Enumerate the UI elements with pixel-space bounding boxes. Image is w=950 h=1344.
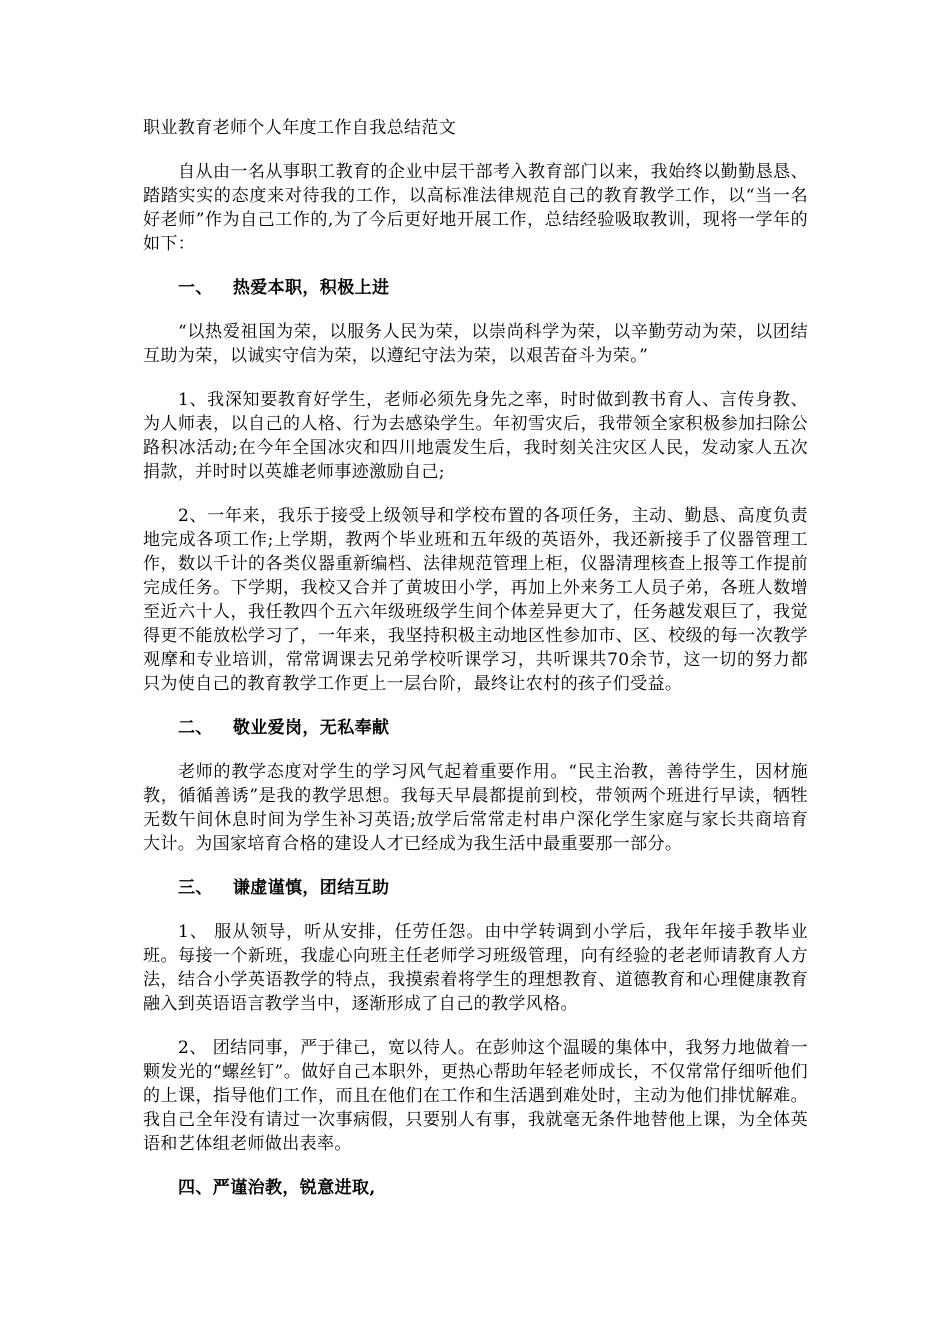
section-3-paragraph-2: 2、 团结同事，严于律己，宽以待人。在彭帅这个温暖的集体中，我努力地做着一颗发光的“螺丝钉”。做好自己本职外，更热心帮助年轻老师成长，不仅常常仔细听他们的上课，指导他们工作，而且在他们在工作和生活遇到难处时，主动为他们排忧解难。我自己全年没有请过一次事病假，只要别人有事，我就毫无条件地替他上课，为全体英语和艺体组老师做出表率。 [143,1038,808,1154]
section-number-2: 二、 [178,718,213,738]
section-title-4: 四、严谨治教，锐意进取, [178,1178,376,1198]
section-1-paragraph-3: 2、一年来，我乐于接受上级领导和学校布置的各项任务，主动、勤恳、高度负责地完成各项工作;上学期，教两个毕业班和五年级的英语外，我还新接手了仪器管理工作，数以千计的各类仪器重新编档、法律规范管理上柜，仪器清理核查上报等工作提前完成任务。下学期，我校又合并了黄坡田小学，再加上外来务工人员子弟，各班人数增至近六十人，我任教四个五六年级班级学生间个体差异更大了，任务越发艰巨了，我觉得更不能放松学习了，一年来，我坚持积极主动地区性参加市、区、校级的每一次教学观摩和专业培训，常常调课去兄弟学校听课学习，共听课共70余节，这一切的努力都只为使自己的教育教学工作更上一层台阶，最终让农村的孩子们受益。 [143,506,808,694]
section-title-2: 敬业爱岗，无私奉献 [232,718,390,738]
section-1-paragraph-1: “以热爱祖国为荣，以服务人民为荣，以崇尚科学为荣，以辛勤劳动为荣，以团结互助为荣，以诚实守信为荣，以遵纪守法为荣，以艰苦奋斗为荣。” [143,322,808,366]
section-heading-2 [143,716,808,740]
section-title-3: 谦虚谨慎，团结互助 [232,878,390,898]
document-body [143,116,808,1220]
intro-paragraph: 自从由一名从事职工教育的企业中层干部考入教育部门以来，我始终以勤勤恳恳、踏踏实实的态度来对待我的工作，以高标准法律规范自己的教育教学工作，以“当一名好老师”作为自己工作的,为了今后更好地开展工作，总结经验吸取教训，现将一学年的如下： [143,162,808,254]
section-title-1: 热爱本职，积极上进 [232,278,390,298]
section-3-paragraph-1: 1、 服从领导，听从安排，任劳任怨。由中学转调到小学后，我年年接手教毕业班。每接一个新班，我虚心向班主任老师学习班级管理，向有经验的老老师请教育人方法，结合小学英语教学的特点，我摸索着将学生的理想教育、道德教育和心理健康教育融入到英语语言教学当中，逐渐形成了自己的教学风格。 [143,922,808,1014]
section-2-paragraph-1: 老师的教学态度对学生的学习风气起着重要作用。“民主治教，善待学生，因材施教，循循善诱”是我的教学思想。我每天早晨都提前到校，带领两个班进行早读，牺牲无数午间休息时间为学生补习英语;放学后常常走村串户深化学生家庭与家长共商培育大计。为国家培育合格的建设人才已经成为我生活中最重要那一部分。 [143,762,808,854]
document-title: 职业教育老师个人年度工作自我总结范文 [143,118,457,138]
section-heading-3 [143,876,808,900]
section-heading-1 [143,276,808,300]
section-number-3: 三、 [178,878,213,898]
section-1-paragraph-2: 1、我深知要教育好学生，老师必须先身先之率，时时做到教书育人、言传身教、为人师表，以自己的人格、行为去感染学生。年初雪灾后，我带领全家积极参加扫除公路积冰活动;在今年全国冰灾和四川地震发生后，我时刻关注灾区人民，发动家人五次捐款，并时时以英雄老师事迹激励自己; [143,390,808,482]
section-number-1: 一、 [178,278,213,298]
section-heading-4 [143,1176,808,1200]
